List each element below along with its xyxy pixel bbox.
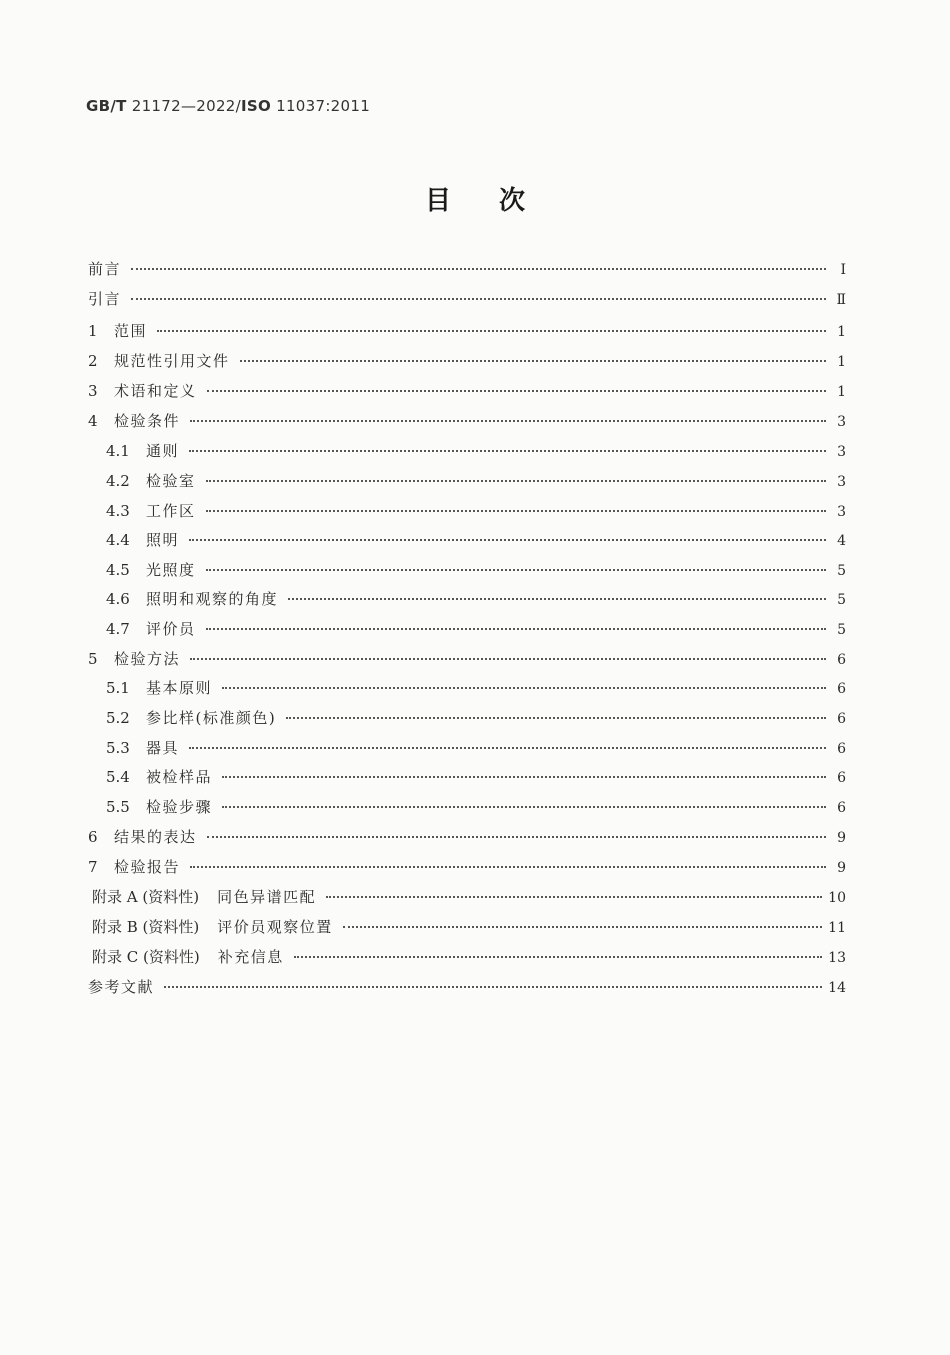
toc-entry-number: 附录 B (资料性) — [92, 918, 200, 936]
toc-entry-label: 基本原则 — [146, 679, 213, 697]
toc-entry-page-number: 5 — [837, 592, 846, 608]
toc-entry-label: 评价员 — [146, 620, 196, 638]
toc-entry[interactable] — [92, 916, 846, 946]
dot-leader — [190, 866, 826, 868]
dot-leader — [189, 747, 826, 749]
toc-entry-page-number: 9 — [837, 860, 846, 876]
dot-leader — [164, 986, 822, 988]
dot-leader — [240, 360, 826, 362]
toc-entry[interactable] — [88, 320, 846, 350]
toc-entry[interactable] — [106, 618, 846, 648]
toc-entry-number: 附录 A (资料性) — [92, 888, 200, 906]
toc-entry-label: 评价员观察位置 — [217, 918, 333, 936]
toc-entry-number: 5.1 — [106, 679, 130, 697]
toc-entry-page-number: 1 — [837, 384, 846, 400]
toc-entry-page-number: 6 — [837, 652, 846, 668]
toc-entry-label: 照明和观察的角度 — [146, 590, 279, 608]
toc-entry-label: 补充信息 — [217, 948, 284, 966]
toc-entry-label: 参考文献 — [88, 978, 155, 996]
standard-code — [86, 97, 370, 115]
toc-entry-label: 检验室 — [146, 472, 196, 490]
toc-entry[interactable] — [88, 350, 846, 380]
toc-entry-label: 器具 — [146, 739, 180, 757]
dot-leader — [343, 926, 822, 928]
toc-entry-number: 4.1 — [106, 442, 130, 460]
toc-entry-page-number: 6 — [837, 800, 846, 816]
toc-entry-number: 4.7 — [106, 620, 130, 638]
toc-entry-page-number: 3 — [837, 414, 846, 430]
dot-leader — [157, 330, 826, 332]
toc-entry-label: 检验报告 — [114, 858, 181, 876]
toc-entry[interactable] — [106, 529, 846, 559]
toc-entry[interactable] — [106, 796, 846, 826]
toc-entry[interactable] — [88, 826, 846, 856]
dot-leader — [288, 598, 826, 600]
toc-entry-page-number: 10 — [828, 890, 846, 906]
toc-entry-label: 检验方法 — [114, 650, 181, 668]
toc-entry[interactable] — [88, 410, 846, 440]
code-prefix: GB/T — [86, 97, 127, 115]
toc-entry-number: 5.3 — [106, 739, 130, 757]
toc-entry-label: 结果的表达 — [114, 828, 197, 846]
dot-leader — [206, 628, 826, 630]
toc-entry[interactable] — [92, 886, 846, 916]
toc-entry-page-number: 6 — [837, 741, 846, 757]
toc-entry-label: 照明 — [146, 531, 180, 549]
dot-leader — [189, 450, 826, 452]
dot-leader — [286, 717, 826, 719]
toc-entry-number: 4.2 — [106, 472, 130, 490]
dot-leader — [326, 896, 822, 898]
code-number: 21172—2022/ — [131, 97, 241, 115]
toc-entry-page-number: 14 — [828, 980, 846, 996]
dot-leader — [206, 480, 826, 482]
dot-leader — [190, 658, 826, 660]
toc-entry-page-number: 4 — [837, 533, 846, 549]
toc-entry-page-number: 1 — [837, 354, 846, 370]
toc-entry[interactable] — [106, 707, 846, 737]
toc-entry[interactable] — [106, 677, 846, 707]
dot-leader — [206, 510, 826, 512]
toc-entry-number: 3 — [88, 382, 98, 400]
toc-entry[interactable] — [106, 766, 846, 796]
dot-leader — [222, 806, 826, 808]
toc-entry-number: 5 — [88, 650, 98, 668]
toc-entry-page-number: 6 — [837, 711, 846, 727]
toc-entry[interactable] — [88, 288, 846, 318]
toc-entry-label: 工作区 — [146, 502, 196, 520]
code-iso: ISO — [240, 97, 272, 115]
dot-leader — [131, 298, 826, 300]
toc-entry[interactable] — [106, 470, 846, 500]
toc-entry-number: 5.2 — [106, 709, 130, 727]
toc-entry[interactable] — [88, 856, 846, 886]
dot-leader — [207, 836, 826, 838]
toc-entry[interactable] — [106, 440, 846, 470]
toc-entry[interactable] — [92, 946, 846, 976]
toc-entry[interactable] — [88, 258, 846, 288]
toc-entry[interactable] — [106, 737, 846, 767]
toc-entry-label: 检验步骤 — [146, 798, 213, 816]
dot-leader — [206, 569, 826, 571]
toc-entry-label: 检验条件 — [114, 412, 181, 430]
toc-entry-label: 引言 — [88, 290, 122, 308]
dot-leader — [222, 776, 826, 778]
toc-entry-page-number: Ⅰ — [840, 262, 846, 278]
toc-entry-label: 前言 — [88, 260, 122, 278]
toc-entry-page-number: 3 — [837, 474, 846, 490]
dot-leader — [131, 268, 826, 270]
page-title: 目次 — [424, 186, 573, 216]
toc-entry-page-number: 9 — [837, 830, 846, 846]
dot-leader — [189, 539, 826, 541]
toc-entry-number: 5.4 — [106, 768, 130, 786]
toc-entry-page-number: 3 — [837, 444, 846, 460]
toc-entry-number: 4.5 — [106, 561, 130, 579]
toc-entry-page-number: 6 — [837, 770, 846, 786]
toc-entry-label: 范围 — [114, 322, 148, 340]
toc-entry-page-number: 3 — [837, 504, 846, 520]
toc-entry-label: 同色异谱匹配 — [217, 888, 317, 906]
toc-entry-page-number: 5 — [837, 563, 846, 579]
toc-entry[interactable] — [88, 976, 846, 1006]
toc-entry-number: 5.5 — [106, 798, 130, 816]
toc-entry-label: 术语和定义 — [114, 382, 197, 400]
toc-entry-number: 4.4 — [106, 531, 130, 549]
toc-entry-page-number: 11 — [828, 920, 846, 936]
toc-entry-number: 2 — [88, 352, 98, 370]
dot-leader — [294, 956, 822, 958]
toc-entry-number: 6 — [88, 828, 98, 846]
toc-entry-label: 规范性引用文件 — [114, 352, 230, 370]
toc-entry-number: 附录 C (资料性) — [92, 948, 200, 966]
toc-entry-page-number: 1 — [837, 324, 846, 340]
toc-entry-page-number: 6 — [837, 681, 846, 697]
toc-entry-label: 通则 — [146, 442, 180, 460]
toc-entry-number: 7 — [88, 858, 98, 876]
toc-entry[interactable] — [88, 648, 846, 678]
toc-entry[interactable] — [88, 380, 846, 410]
toc-entry[interactable] — [106, 500, 846, 530]
dot-leader — [190, 420, 826, 422]
toc-entry-page-number: 13 — [828, 950, 846, 966]
code-iso-number: 11037:2011 — [276, 97, 371, 115]
toc-entry[interactable] — [106, 588, 846, 618]
toc-entry-number: 4 — [88, 412, 98, 430]
dot-leader — [207, 390, 826, 392]
toc-entry-page-number: Ⅱ — [836, 292, 846, 308]
toc-entry-number: 4.6 — [106, 590, 130, 608]
dot-leader — [222, 687, 826, 689]
toc-entry-page-number: 5 — [837, 622, 846, 638]
toc-entry[interactable] — [106, 559, 846, 589]
toc-entry-label: 被检样品 — [146, 768, 213, 786]
toc-entry-label: 光照度 — [146, 561, 196, 579]
toc-entry-label: 参比样(标准颜色) — [146, 709, 277, 727]
toc-entry-number: 4.3 — [106, 502, 130, 520]
toc-entry-number: 1 — [88, 322, 98, 340]
